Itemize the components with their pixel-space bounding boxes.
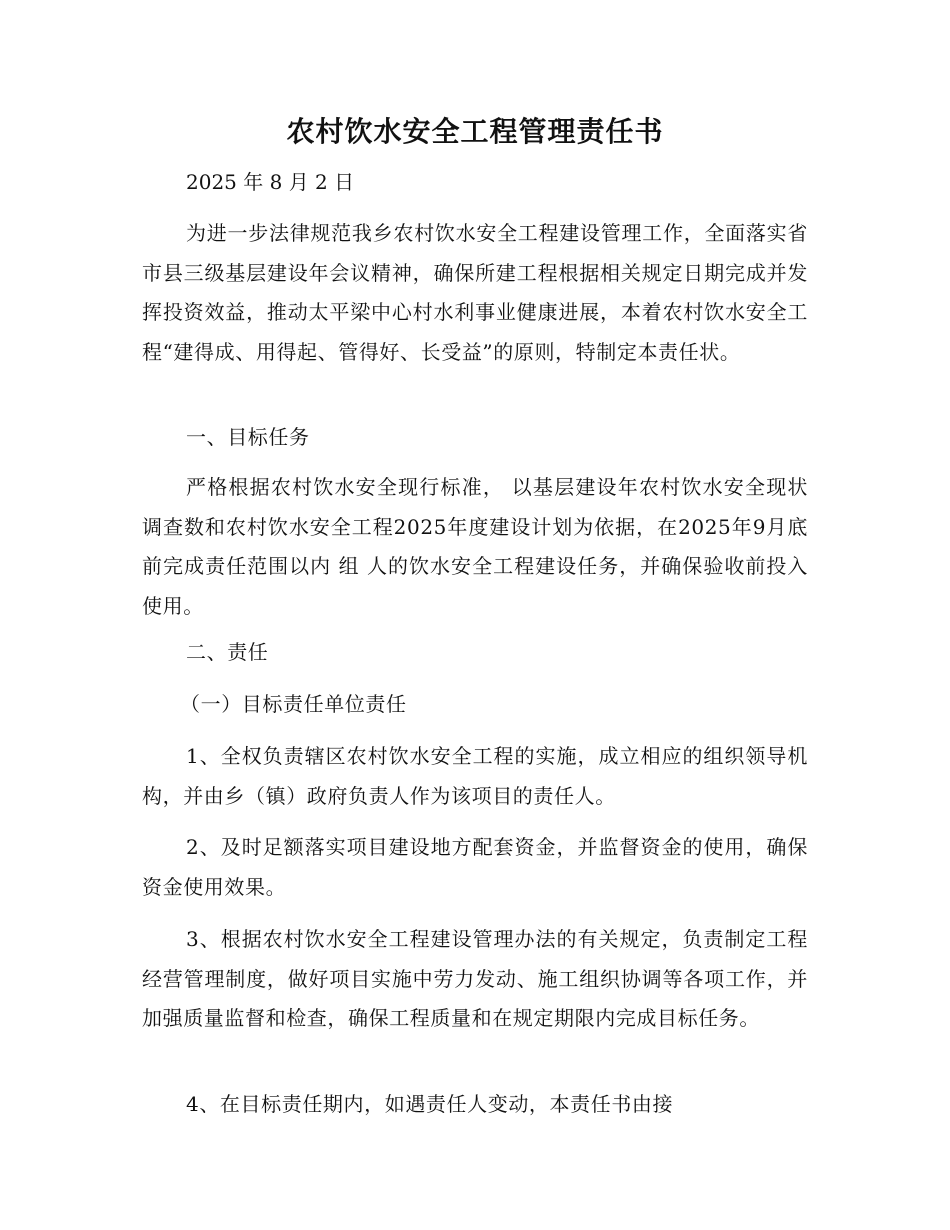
section-goals-body: 严格根据农村饮水安全现行标准， 以基层建设年农村饮水安全现状调查数和农村饮水安全工程2025年度建设计划为依据，在2025年9月底前完成责任范围以内 组 人的饮水安全工程建设任务，并确保验收前投入使用。 bbox=[142, 475, 808, 618]
subsection-heading-unit: （一）目标责任单位责任 bbox=[180, 692, 407, 716]
list-item-1: 1、全权负责辖区农村饮水安全工程的实施，成立相应的组织领导机构，并由乡（镇）政府负责人作为该项目的责任人。 bbox=[142, 744, 808, 808]
section-heading-goals: 一、目标任务 bbox=[186, 425, 310, 449]
document-date: 2025 年 8 月 2 日 bbox=[186, 170, 355, 194]
list-item-3: 3、根据农村饮水安全工程建设管理办法的有关规定，负责制定工程经营管理制度，做好项目实施中劳力发动、施工组织协调等各项工作，并加强质量监督和检查，确保工程质量和在规定期限内完成目标任务。 bbox=[142, 927, 808, 1030]
document-title: 农村饮水安全工程管理责任书 bbox=[286, 115, 664, 148]
section-heading-responsibility: 二、责任 bbox=[186, 640, 269, 664]
list-item-2: 2、及时足额落实项目建设地方配套资金，并监督资金的使用，确保资金使用效果。 bbox=[142, 835, 808, 899]
intro-paragraph: 为进一步法律规范我乡农村饮水安全工程建设管理工作，全面落实省市县三级基层建设年会议精神，确保所建工程根据相关规定日期完成并发挥投资效益，推动太平梁中心村水利事业健康进展，本着农村饮水安全工程“建得成、用得起、管得好、长受益”的原则，特制定本责任状。 bbox=[142, 221, 808, 364]
list-item-4: 4、在目标责任期内，如遇责任人变动，本责任书由接 bbox=[186, 1092, 674, 1116]
